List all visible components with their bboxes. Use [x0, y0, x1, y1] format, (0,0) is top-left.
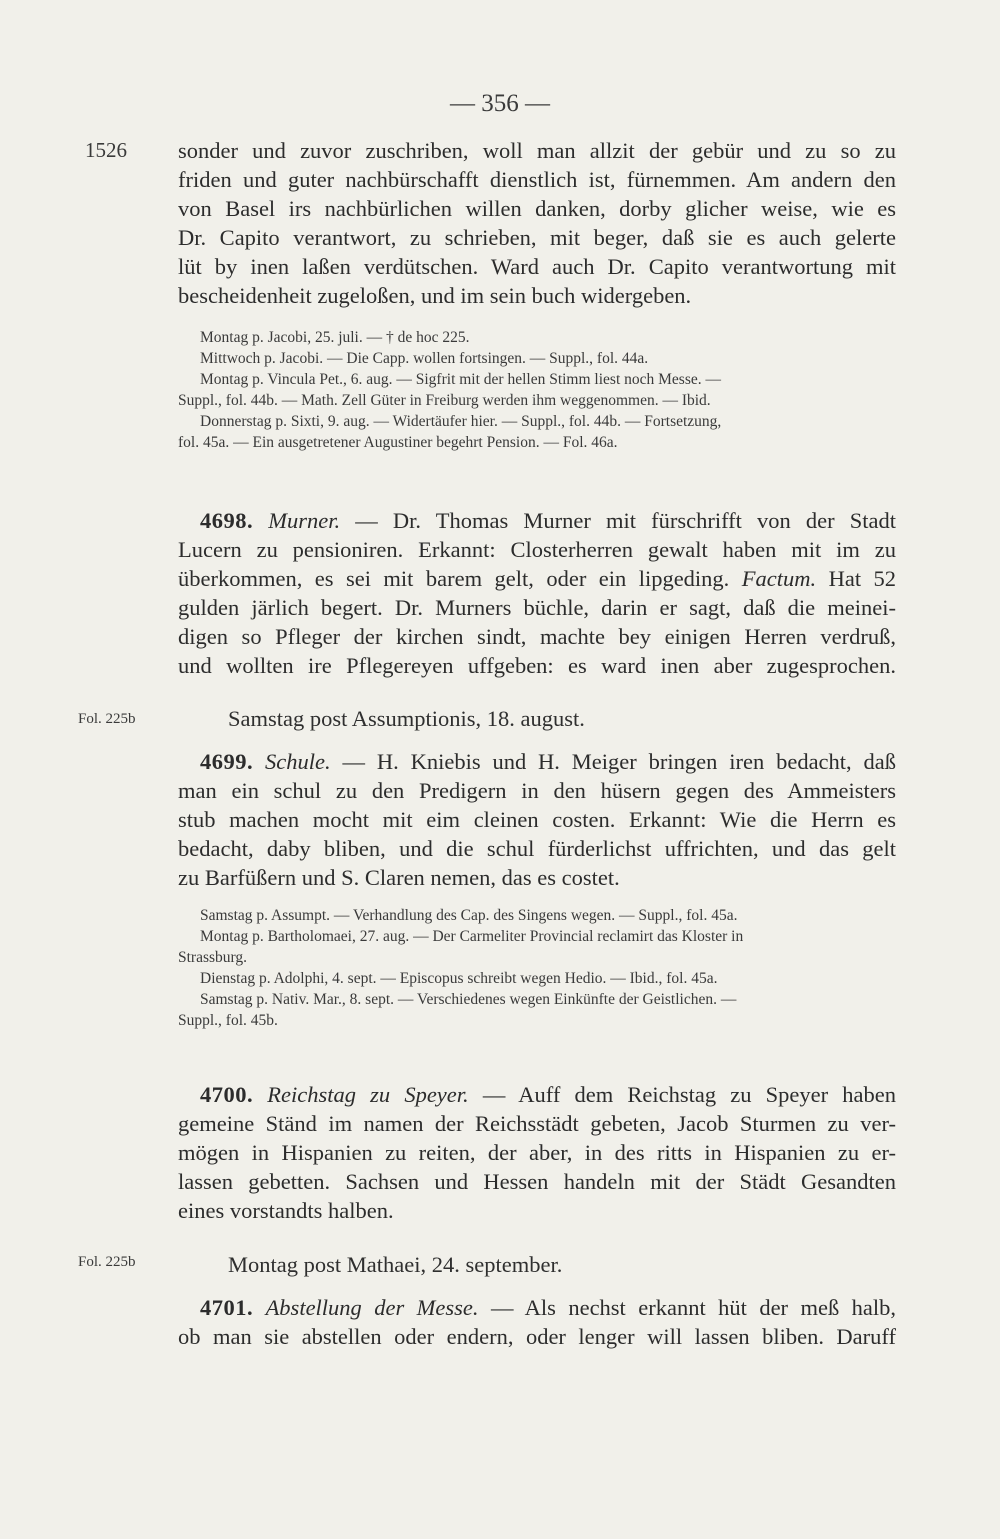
note-line: Montag p. Bartholomaei, 27. aug. — Der Carmeliter Provincial reclamirt das Kloster in [200, 928, 744, 945]
note-line: Dienstag p. Adolphi, 4. sept. — Episcopus schreibt wegen Hedio. — Ibid., fol. 45a. [200, 970, 718, 987]
entry-number: 4700. [200, 1082, 254, 1107]
entry-first-line [178, 1293, 896, 1322]
editorial-notes-2 [178, 905, 896, 1031]
text-line: sonder und zuvor zuschriben, woll man allzit der gebür und zu so zu [178, 138, 896, 163]
note-line: Donnerstag p. Sixti, 9. aug. — Widertäufer hier. — Suppl., fol. 44b. — Fortsetzung, [200, 413, 722, 430]
year-margin-note: 1526 [85, 138, 127, 162]
entry-text: — Als nechst erkannt hüt der meß halb, [490, 1295, 897, 1320]
entry-title: Abstellung der Messe. [265, 1295, 479, 1320]
text-line: man ein schul zu den Predigern in den hüsern gegen des Ammeisters [178, 778, 896, 803]
text-line: ob man sie abstellen oder endern, oder lenger will lassen bliben. Daruff [178, 1324, 896, 1349]
paragraph-continuation [178, 136, 896, 310]
text-line: gulden järlich begert. Dr. Murners büchle, darin er sagt, daß die meinei- [178, 595, 896, 620]
note-line: Strassburg. [178, 949, 248, 966]
text-line [178, 564, 896, 593]
entry-number: 4701. [200, 1295, 254, 1320]
entry-4700 [178, 1080, 896, 1225]
date-heading: Samstag post Assumptionis, 18. august. [228, 706, 585, 731]
text-line: von Basel irs nachbürlichen willen danken, dorby glicher weise, wie es [178, 196, 896, 221]
entry-4698 [178, 506, 896, 680]
note-line: Mittwoch p. Jacobi. — Die Capp. wollen fortsingen. — Suppl., fol. 44a. [200, 350, 649, 367]
date-heading: Montag post Mathaei, 24. september. [228, 1252, 563, 1277]
note-line: Montag p. Vincula Pet., 6. aug. — Sigfrit mit der hellen Stimm liest noch Messe. — [200, 371, 721, 388]
date-heading-1 [178, 704, 896, 733]
entry-first-line [178, 506, 896, 535]
note-line: Samstag p. Assumpt. — Verhandlung des Cap. des Singens wegen. — Suppl., fol. 45a. [200, 907, 738, 924]
text-line: lüt by inen laßen verdütschen. Ward auch Dr. Capito verantwortung mit [178, 254, 896, 279]
text-line: stub machen mocht mit eim cleinen costen. Erkannt: Wie die Herrn es [178, 807, 896, 832]
note-line: Samstag p. Nativ. Mar., 8. sept. — Verschiedenes wegen Einkünfte der Geistlichen. — [200, 991, 737, 1008]
entry-number: 4698. [200, 508, 254, 533]
note-line: fol. 45a. — Ein ausgetretener Augustiner begehrt Pension. — Fol. 46a. [178, 434, 618, 451]
text-line: gemeine Ständ im namen der Reichsstädt gebeten, Jacob Sturmen zu ver- [178, 1111, 896, 1136]
entry-text: — Auff dem Reichstag zu Speyer haben [482, 1082, 896, 1107]
margin-folio-2: Fol. 225b [78, 1254, 136, 1270]
text-line: mögen in Hispanien zu reiten, der aber, in des ritts in Hispanien zu er- [178, 1140, 896, 1165]
entry-text: — H. Kniebis und H. Meiger bringen iren bedacht, daß [342, 749, 897, 774]
margin-folio-1: Fol. 225b [78, 711, 136, 727]
entry-4699 [178, 747, 896, 892]
text-line: eines vorstandts halben. [178, 1198, 394, 1223]
entry-4701 [178, 1293, 896, 1351]
note-line: Montag p. Jacobi, 25. juli. — † de hoc 225. [200, 329, 470, 346]
entry-title: Murner. [268, 508, 341, 533]
text-line: Lucern zu pensioniren. Erkannt: Closterherren gewalt haben mit im zu [178, 537, 896, 562]
text-line: Dr. Capito verantwort, zu schrieben, mit beger, daß sie es auch gelerte [178, 225, 896, 250]
entry-first-line [178, 1080, 896, 1109]
text-line: bescheidenheit zugeloßen, und im sein buch widergeben. [178, 283, 692, 308]
factum-word: Factum. [741, 566, 817, 591]
note-line: Suppl., fol. 44b. — Math. Zell Güter in Freiburg werden ihm weggenommen. — Ibid. [178, 392, 711, 409]
note-line: Suppl., fol. 45b. [178, 1012, 278, 1029]
text-line: und wollten ire Pflegereyen uffgeben: es ward inen aber zugesprochen. [178, 653, 896, 678]
date-heading-2 [178, 1250, 896, 1279]
entry-title: Schule. [265, 749, 331, 774]
entry-number: 4699. [200, 749, 254, 774]
editorial-notes-1 [178, 327, 896, 453]
entry-first-line [178, 747, 896, 776]
entry-text: Hat 52 [828, 566, 897, 591]
entry-title: Reichstag zu Speyer. [267, 1082, 469, 1107]
page-number: — 356 — [450, 90, 550, 117]
entry-text: überkommen, es sei mit barem gelt, oder ein lipgeding. [178, 566, 730, 591]
text-line: friden und guter nachbürschafft dienstlich ist, fürnemmen. Am andern den [178, 167, 896, 192]
text-line: lassen gebetten. Sachsen und Hessen handeln mit der Städt Gesandten [178, 1169, 896, 1194]
text-line: zu Barfüßern und S. Claren nemen, das es costet. [178, 865, 620, 890]
text-line: digen so Pfleger der kirchen sindt, machte bey einigen Herren verdruß, [178, 624, 896, 649]
text-line: bedacht, daby bliben, und die schul fürderlichst uffrichten, und das gelt [178, 836, 896, 861]
entry-text: — Dr. Thomas Murner mit fürschrifft von der Stadt [355, 508, 897, 533]
